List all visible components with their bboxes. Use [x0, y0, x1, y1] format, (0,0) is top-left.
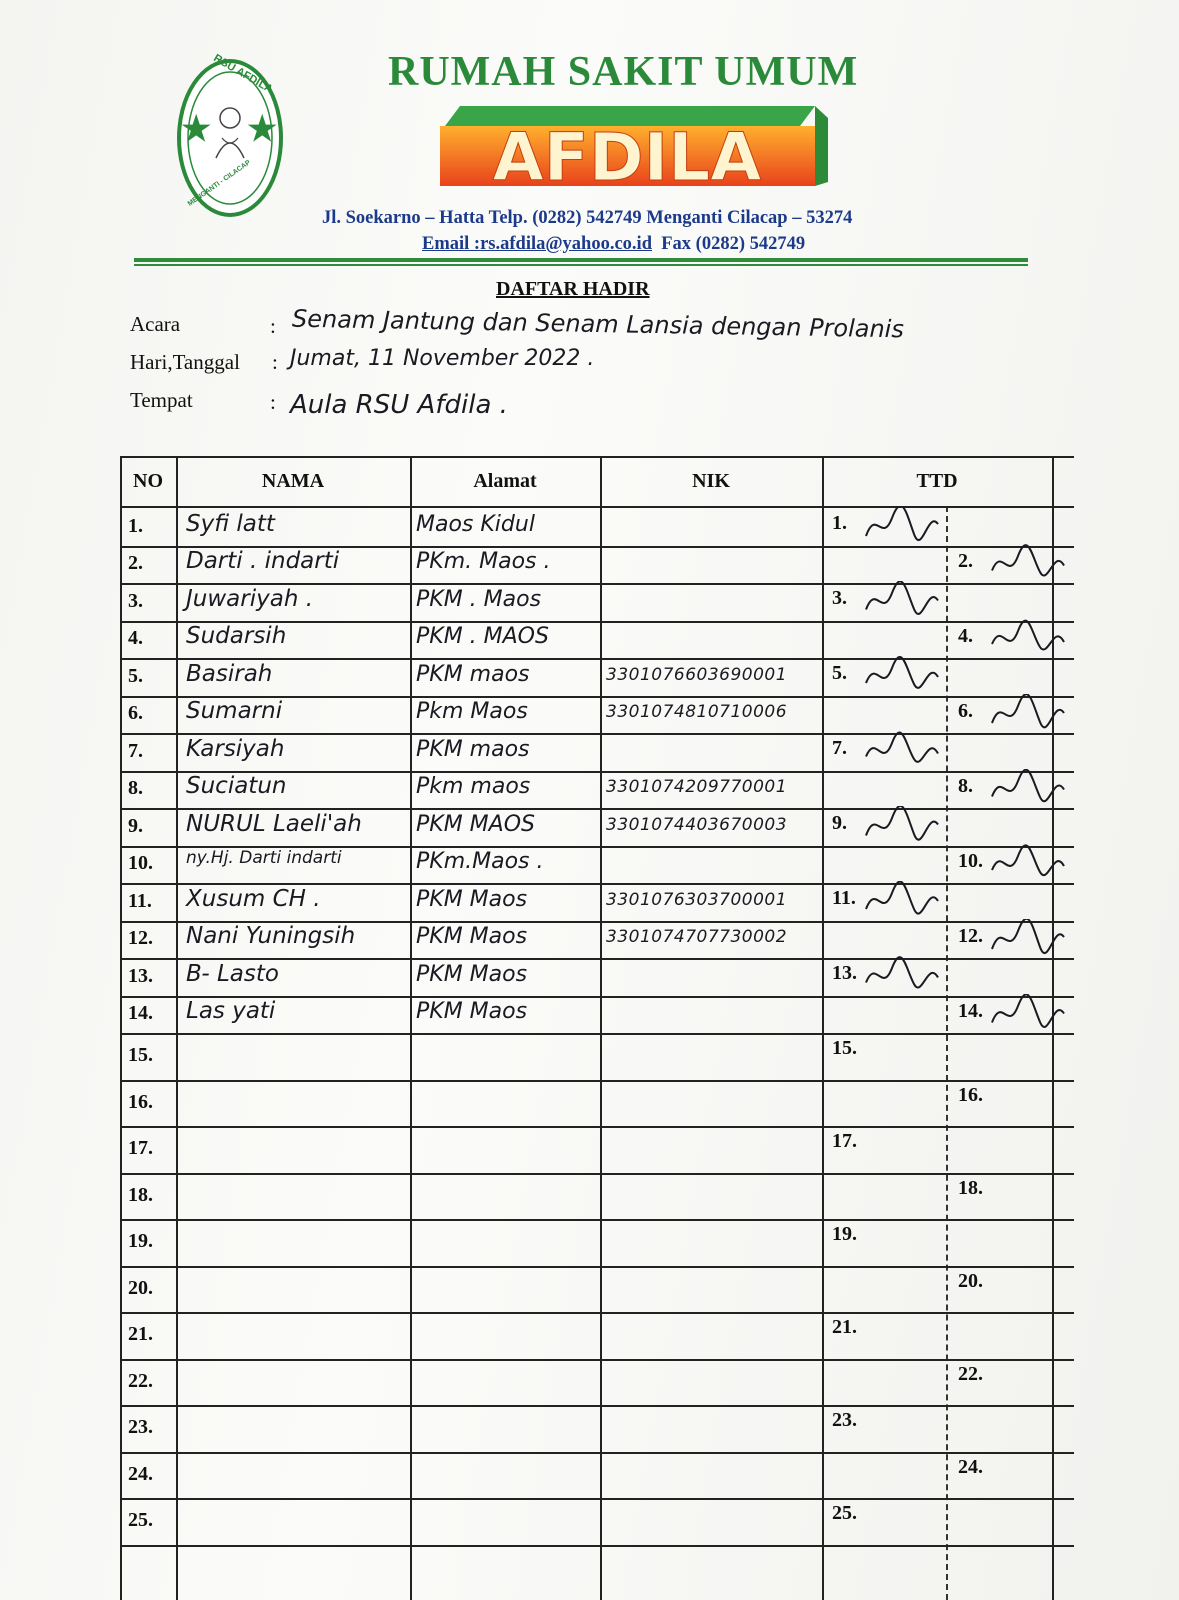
cell-alamat: PKM Maos — [416, 924, 528, 950]
tempat-label: Tempat — [130, 388, 193, 412]
ttd-number: 22. — [958, 1362, 983, 1385]
row-divider — [120, 1219, 1074, 1221]
ttd-dashed-divider — [946, 506, 948, 1600]
cell-nama: Darti . indarti — [186, 548, 340, 575]
acara-value: Senam Jantung dan Senam Lansia dengan Prolanis — [291, 304, 905, 344]
row-divider — [120, 1126, 1074, 1128]
signature-mark — [988, 544, 1068, 584]
ttd-number: 20. — [958, 1269, 983, 1292]
cell-alamat: Pkm Maos — [416, 699, 528, 725]
signature-mark — [988, 844, 1068, 884]
row-divider — [120, 1080, 1074, 1082]
ttd-number: 15. — [832, 1037, 857, 1059]
email-link[interactable]: rs.afdila@yahoo.co.id — [480, 234, 652, 254]
row-divider — [120, 1266, 1074, 1268]
cell-alamat: PKm.Maos . — [416, 849, 544, 875]
cell-nama: ny.Hj. Darti indarti — [186, 848, 342, 869]
hari-tanggal-label: Hari,Tanggal — [130, 350, 240, 374]
cell-alamat: Maos Kidul — [416, 511, 535, 537]
signature-mark — [862, 581, 942, 621]
row-divider — [120, 921, 1074, 923]
row-divider — [120, 996, 1074, 998]
ttd-number: 12. — [958, 924, 983, 947]
row-number: 6. — [128, 702, 143, 725]
cell-nik: 3301074209770001 — [606, 777, 788, 798]
cell-nama: Suciatun — [186, 773, 287, 800]
header-divider — [134, 258, 1028, 262]
cell-nik: 3301074810710006 — [606, 702, 788, 723]
header-alamat: Alamat — [473, 470, 537, 492]
signature-mark — [988, 994, 1068, 1034]
cell-nama: Basirah — [186, 660, 273, 687]
cell-alamat: PKM . MAOS — [416, 624, 549, 650]
header-nama: NAMA — [261, 470, 325, 492]
signature-mark — [862, 506, 942, 546]
cell-nama: Syfi latt — [186, 510, 275, 537]
ttd-number: 3. — [832, 587, 847, 609]
cell-alamat: PKM Maos — [416, 999, 528, 1025]
acara-label: Acara — [130, 312, 181, 336]
signature-mark — [988, 919, 1068, 959]
row-number: 11. — [128, 889, 152, 912]
row-number: 19. — [128, 1230, 153, 1253]
ttd-number: 25. — [832, 1502, 857, 1524]
row-number: 5. — [128, 664, 143, 687]
hospital-title: RUMAH SAKIT UMUM — [388, 49, 859, 95]
ttd-number: 8. — [958, 774, 973, 797]
row-number: 3. — [128, 589, 143, 612]
cell-alamat: PKM maos — [416, 736, 530, 762]
cell-alamat: PKM MAOS — [416, 811, 535, 837]
col-divider-nama — [410, 456, 412, 1600]
cell-nik: 3301074707730002 — [606, 927, 788, 948]
ttd-number: 14. — [958, 999, 983, 1022]
cell-nama: Karsiyah — [186, 735, 285, 762]
row-number: 12. — [128, 927, 153, 950]
ttd-number: 10. — [958, 849, 983, 872]
cell-nama: Sudarsih — [186, 623, 287, 650]
header-no: NO — [133, 470, 163, 492]
row-divider — [120, 1498, 1074, 1500]
row-divider — [120, 1359, 1074, 1361]
row-divider — [120, 771, 1074, 773]
ttd-number: 11. — [832, 887, 856, 909]
cell-alamat: Pkm maos — [416, 774, 531, 800]
signature-mark — [988, 619, 1068, 659]
cell-nik: 3301076603690001 — [606, 664, 788, 685]
attendance-table — [120, 456, 1074, 1600]
row-number: 14. — [128, 1002, 153, 1025]
cell-alamat: PKM Maos — [416, 961, 528, 987]
ttd-number: 6. — [958, 699, 973, 722]
logo-text-top: RSU AFDILA — [211, 52, 275, 96]
cell-nama: Xusum CH . — [186, 885, 321, 912]
ttd-number: 7. — [832, 737, 847, 759]
signature-mark — [988, 694, 1068, 734]
row-number: 24. — [128, 1462, 153, 1485]
header-divider-thin — [134, 264, 1028, 266]
hospital-name-wordmark — [430, 98, 830, 194]
ttd-number: 19. — [832, 1223, 857, 1245]
logo-text-bottom: MENGANTI - CILACAP — [186, 159, 252, 208]
email-label: Email : — [422, 234, 481, 254]
row-divider — [120, 1173, 1074, 1175]
row-number: 17. — [128, 1137, 153, 1160]
signature-mark — [988, 769, 1068, 809]
row-divider — [120, 546, 1074, 548]
row-divider — [120, 1033, 1074, 1035]
signature-mark — [862, 731, 942, 771]
tempat-colon: : — [270, 390, 276, 414]
cell-nik: 3301076303700001 — [606, 889, 788, 910]
row-number: 22. — [128, 1369, 153, 1392]
ttd-number: 13. — [832, 962, 857, 984]
row-number: 7. — [128, 739, 143, 762]
tempat-value: Aula RSU Afdila . — [290, 390, 508, 420]
ttd-number: 23. — [832, 1409, 857, 1431]
acara-colon: : — [270, 314, 276, 338]
cell-alamat: PKM . Maos — [416, 586, 542, 612]
row-divider — [120, 696, 1074, 698]
fax-number: Fax (0282) 542749 — [661, 234, 806, 254]
row-divider — [120, 846, 1074, 848]
hospital-contact — [422, 234, 805, 255]
row-number: 21. — [128, 1323, 153, 1346]
signature-mark — [862, 956, 942, 996]
cell-nama: B- Lasto — [186, 960, 279, 987]
row-number: 2. — [128, 552, 143, 575]
col-divider-nik — [822, 456, 824, 1600]
row-number: 15. — [128, 1044, 153, 1067]
cell-alamat: PKM maos — [416, 661, 530, 687]
cell-nik: 3301074403670003 — [606, 814, 788, 835]
signature-mark — [862, 806, 942, 846]
row-number: 4. — [128, 627, 143, 650]
ttd-number: 4. — [958, 624, 973, 647]
ttd-number: 18. — [958, 1176, 983, 1199]
row-number: 18. — [128, 1183, 153, 1206]
cell-nama: NURUL Laeli'ah — [186, 810, 362, 837]
signature-mark — [862, 881, 942, 921]
row-number: 9. — [128, 814, 143, 837]
cell-alamat: PKm. Maos . — [416, 549, 551, 575]
cell-nama: Las yati — [186, 998, 276, 1025]
row-number: 23. — [128, 1416, 153, 1439]
row-number: 25. — [128, 1509, 153, 1532]
row-divider — [120, 621, 1074, 623]
signature-mark — [862, 656, 942, 696]
cell-alamat: PKM Maos — [416, 886, 528, 912]
row-number: 10. — [128, 852, 153, 875]
hari-tanggal-colon: : — [272, 350, 278, 374]
ttd-number: 5. — [832, 662, 847, 684]
cell-nama: Juwariyah . — [186, 585, 314, 612]
ttd-number: 1. — [832, 512, 847, 534]
ttd-number: 17. — [832, 1130, 857, 1152]
header-ttd: TTD — [916, 470, 958, 492]
row-divider — [120, 1312, 1074, 1314]
hari-tanggal-value: Jumat, 11 November 2022 . — [290, 346, 595, 371]
col-divider-alamat — [600, 456, 602, 1600]
table-border-left — [120, 456, 122, 1600]
document-title: DAFTAR HADIR — [496, 278, 650, 300]
ttd-number: 21. — [832, 1316, 857, 1338]
row-number: 1. — [128, 514, 143, 537]
row-divider — [120, 1545, 1074, 1547]
ttd-number: 24. — [958, 1455, 983, 1478]
hospital-name-text: AFDILA — [492, 119, 762, 194]
header-nik: NIK — [692, 470, 730, 492]
row-divider — [120, 1405, 1074, 1407]
row-number: 20. — [128, 1276, 153, 1299]
row-number: 13. — [128, 964, 153, 987]
row-number: 16. — [128, 1090, 153, 1113]
hospital-address: Jl. Soekarno – Hatta Telp. (0282) 542749 Menganti Cilacap – 53274 — [322, 208, 853, 228]
row-divider — [120, 1452, 1074, 1454]
ttd-number: 2. — [958, 549, 973, 572]
ttd-number: 16. — [958, 1083, 983, 1106]
row-number: 8. — [128, 777, 143, 800]
cell-nama: Nani Yuningsih — [186, 923, 356, 950]
ttd-number: 9. — [832, 812, 847, 834]
cell-nama: Sumarni — [186, 698, 283, 725]
